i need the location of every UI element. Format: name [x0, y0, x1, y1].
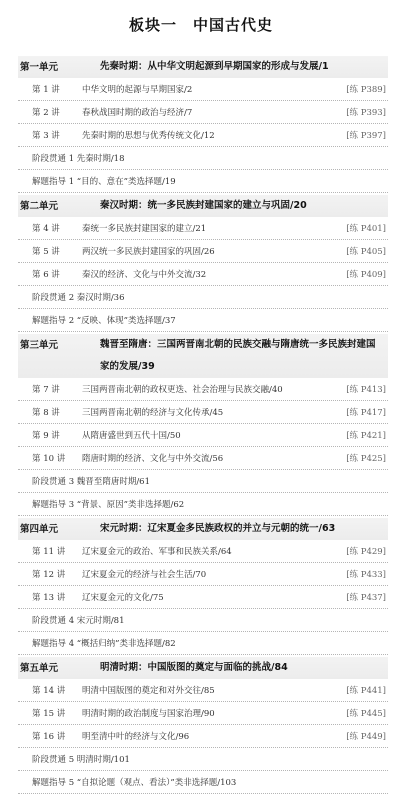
lesson-title: 阶段贯通 5 明清时期/101: [32, 755, 130, 765]
lesson-title: 先秦时期的思想与优秀传统文化/12: [82, 131, 215, 141]
exercise-page-ref: [练 P413]: [346, 385, 386, 395]
lesson-title: 解题指导 2 “反映、体现”类选择题/37: [32, 316, 176, 326]
summary-row[interactable]: [18, 748, 388, 771]
lesson-number: 第 5 讲: [32, 247, 60, 257]
lesson-row[interactable]: [18, 540, 388, 563]
lesson-title: 明清中国版图的奠定和对外交往/85: [82, 686, 215, 696]
summary-row[interactable]: [18, 493, 388, 516]
lesson-number: 第 13 讲: [32, 593, 66, 603]
summary-row[interactable]: [18, 632, 388, 655]
lesson-title: 两汉统一多民族封建国家的巩固/26: [82, 247, 215, 257]
lesson-title: 秦汉的经济、文化与中外交流/32: [82, 270, 207, 280]
lesson-number: 第 3 讲: [32, 131, 60, 141]
exercise-page-ref: [练 P433]: [346, 570, 386, 580]
exercise-page-ref: [练 P417]: [346, 408, 386, 418]
summary-row[interactable]: [18, 470, 388, 493]
summary-row[interactable]: [18, 609, 388, 632]
unit-label: 第四单元: [20, 524, 59, 535]
lesson-title: 阶段贯通 1 先秦时期/18: [32, 154, 125, 164]
lesson-row[interactable]: [18, 725, 388, 748]
lesson-row[interactable]: [18, 702, 388, 725]
unit-title[interactable]: 先秦时期：从中华文明起源到早期国家的形成与发展/1: [100, 61, 329, 72]
exercise-page-ref: [练 P397]: [346, 131, 386, 141]
exercise-page-ref: [练 P441]: [346, 686, 386, 696]
summary-row[interactable]: [18, 771, 388, 794]
lesson-number: 第 8 讲: [32, 408, 60, 418]
lesson-title: 辽宋夏金元的文化/75: [82, 593, 164, 603]
lesson-title: 解题指导 5 “自拟论题（观点、看法）”类非选择题/103: [32, 778, 237, 788]
lesson-row[interactable]: [18, 101, 388, 124]
lesson-number: 第 9 讲: [32, 431, 60, 441]
unit-header: [18, 334, 388, 378]
unit-title[interactable]: 秦汉时期：统一多民族封建国家的建立与巩固/20: [100, 200, 307, 211]
unit-header: [18, 518, 388, 540]
summary-row[interactable]: [18, 147, 388, 170]
unit-header: [18, 195, 388, 217]
lesson-title: 辽宋夏金元的经济与社会生活/70: [82, 570, 207, 580]
lesson-row[interactable]: [18, 447, 388, 470]
lesson-number: 第 4 讲: [32, 224, 60, 234]
exercise-page-ref: [练 P401]: [346, 224, 386, 234]
unit-title[interactable]: 明清时期：中国版图的奠定与面临的挑战/84: [100, 662, 288, 673]
summary-row[interactable]: [18, 309, 388, 332]
exercise-page-ref: [练 P449]: [346, 732, 386, 742]
lesson-number: 第 16 讲: [32, 732, 66, 742]
lesson-row[interactable]: [18, 240, 388, 263]
lesson-number: 第 1 讲: [32, 85, 60, 95]
lesson-title: 隋唐时期的经济、文化与中外交流/56: [82, 454, 224, 464]
lesson-title: 明至清中叶的经济与文化/96: [82, 732, 190, 742]
lesson-title: 中华文明的起源与早期国家/2: [82, 85, 193, 95]
exercise-page-ref: [练 P405]: [346, 247, 386, 257]
exercise-page-ref: [练 P425]: [346, 454, 386, 464]
lesson-title: 解题指导 1 “目的、意在”类选择题/19: [32, 177, 176, 187]
unit-title[interactable]: 宋元时期：辽宋夏金多民族政权的并立与元朝的统一/63: [100, 523, 336, 534]
lesson-row[interactable]: [18, 424, 388, 447]
table-of-contents: [18, 54, 388, 794]
lesson-title: 从隋唐盛世到五代十国/50: [82, 431, 181, 441]
unit-label: 第五单元: [20, 663, 59, 674]
summary-row[interactable]: [18, 170, 388, 193]
summary-row[interactable]: [18, 286, 388, 309]
exercise-page-ref: [练 P409]: [346, 270, 386, 280]
lesson-title: 阶段贯通 4 宋元时期/81: [32, 616, 125, 626]
lesson-row[interactable]: [18, 124, 388, 147]
exercise-page-ref: [练 P393]: [346, 108, 386, 118]
lesson-number: 第 14 讲: [32, 686, 66, 696]
lesson-title: 解题指导 3 “背景、原因”类非选择题/62: [32, 500, 185, 510]
lesson-title: 解题指导 4 “概括归纳”类非选择题/82: [32, 639, 176, 649]
exercise-page-ref: [练 P445]: [346, 709, 386, 719]
lesson-row[interactable]: [18, 563, 388, 586]
unit-header: [18, 657, 388, 679]
lesson-row[interactable]: [18, 217, 388, 240]
lesson-number: 第 2 讲: [32, 108, 60, 118]
lesson-title: 阶段贯通 2 秦汉时期/36: [32, 293, 125, 303]
lesson-row[interactable]: [18, 586, 388, 609]
unit-title[interactable]: 魏晋至隋唐：三国两晋南北朝的民族交融与隋唐统一多民族封建国家的发展/39: [100, 339, 376, 372]
exercise-page-ref: [练 P389]: [346, 85, 386, 95]
exercise-page-ref: [练 P421]: [346, 431, 386, 441]
lesson-number: 第 7 讲: [32, 385, 60, 395]
unit-label: 第三单元: [20, 340, 59, 351]
exercise-page-ref: [练 P429]: [346, 547, 386, 557]
unit-label: 第二单元: [20, 201, 59, 212]
lesson-title: 三国两晋南北朝的政权更迭、社会治理与民族交融/40: [82, 385, 283, 395]
lesson-title: 三国两晋南北朝的经济与文化传承/45: [82, 408, 224, 418]
unit-header: [18, 56, 388, 78]
lesson-row[interactable]: [18, 679, 388, 702]
lesson-row[interactable]: [18, 78, 388, 101]
lesson-number: 第 10 讲: [32, 454, 66, 464]
lesson-row[interactable]: [18, 401, 388, 424]
page-title: 板块一 中国古代史: [128, 16, 273, 34]
lesson-number: 第 12 讲: [32, 570, 66, 580]
lesson-number: 第 15 讲: [32, 709, 66, 719]
lesson-number: 第 11 讲: [32, 547, 66, 557]
lesson-title: 春秋战国时期的政治与经济/7: [82, 108, 193, 118]
lesson-title: 秦统一多民族封建国家的建立/21: [82, 224, 207, 234]
lesson-title: 明清时期的政治制度与国家治理/90: [82, 709, 215, 719]
lesson-title: 辽宋夏金元的政治、军事和民族关系/64: [82, 547, 232, 557]
unit-label: 第一单元: [20, 62, 59, 73]
lesson-row[interactable]: [18, 378, 388, 401]
lesson-row[interactable]: [18, 263, 388, 286]
lesson-number: 第 6 讲: [32, 270, 60, 280]
lesson-title: 阶段贯通 3 魏晋至隋唐时期/61: [32, 477, 150, 487]
exercise-page-ref: [练 P437]: [346, 593, 386, 603]
